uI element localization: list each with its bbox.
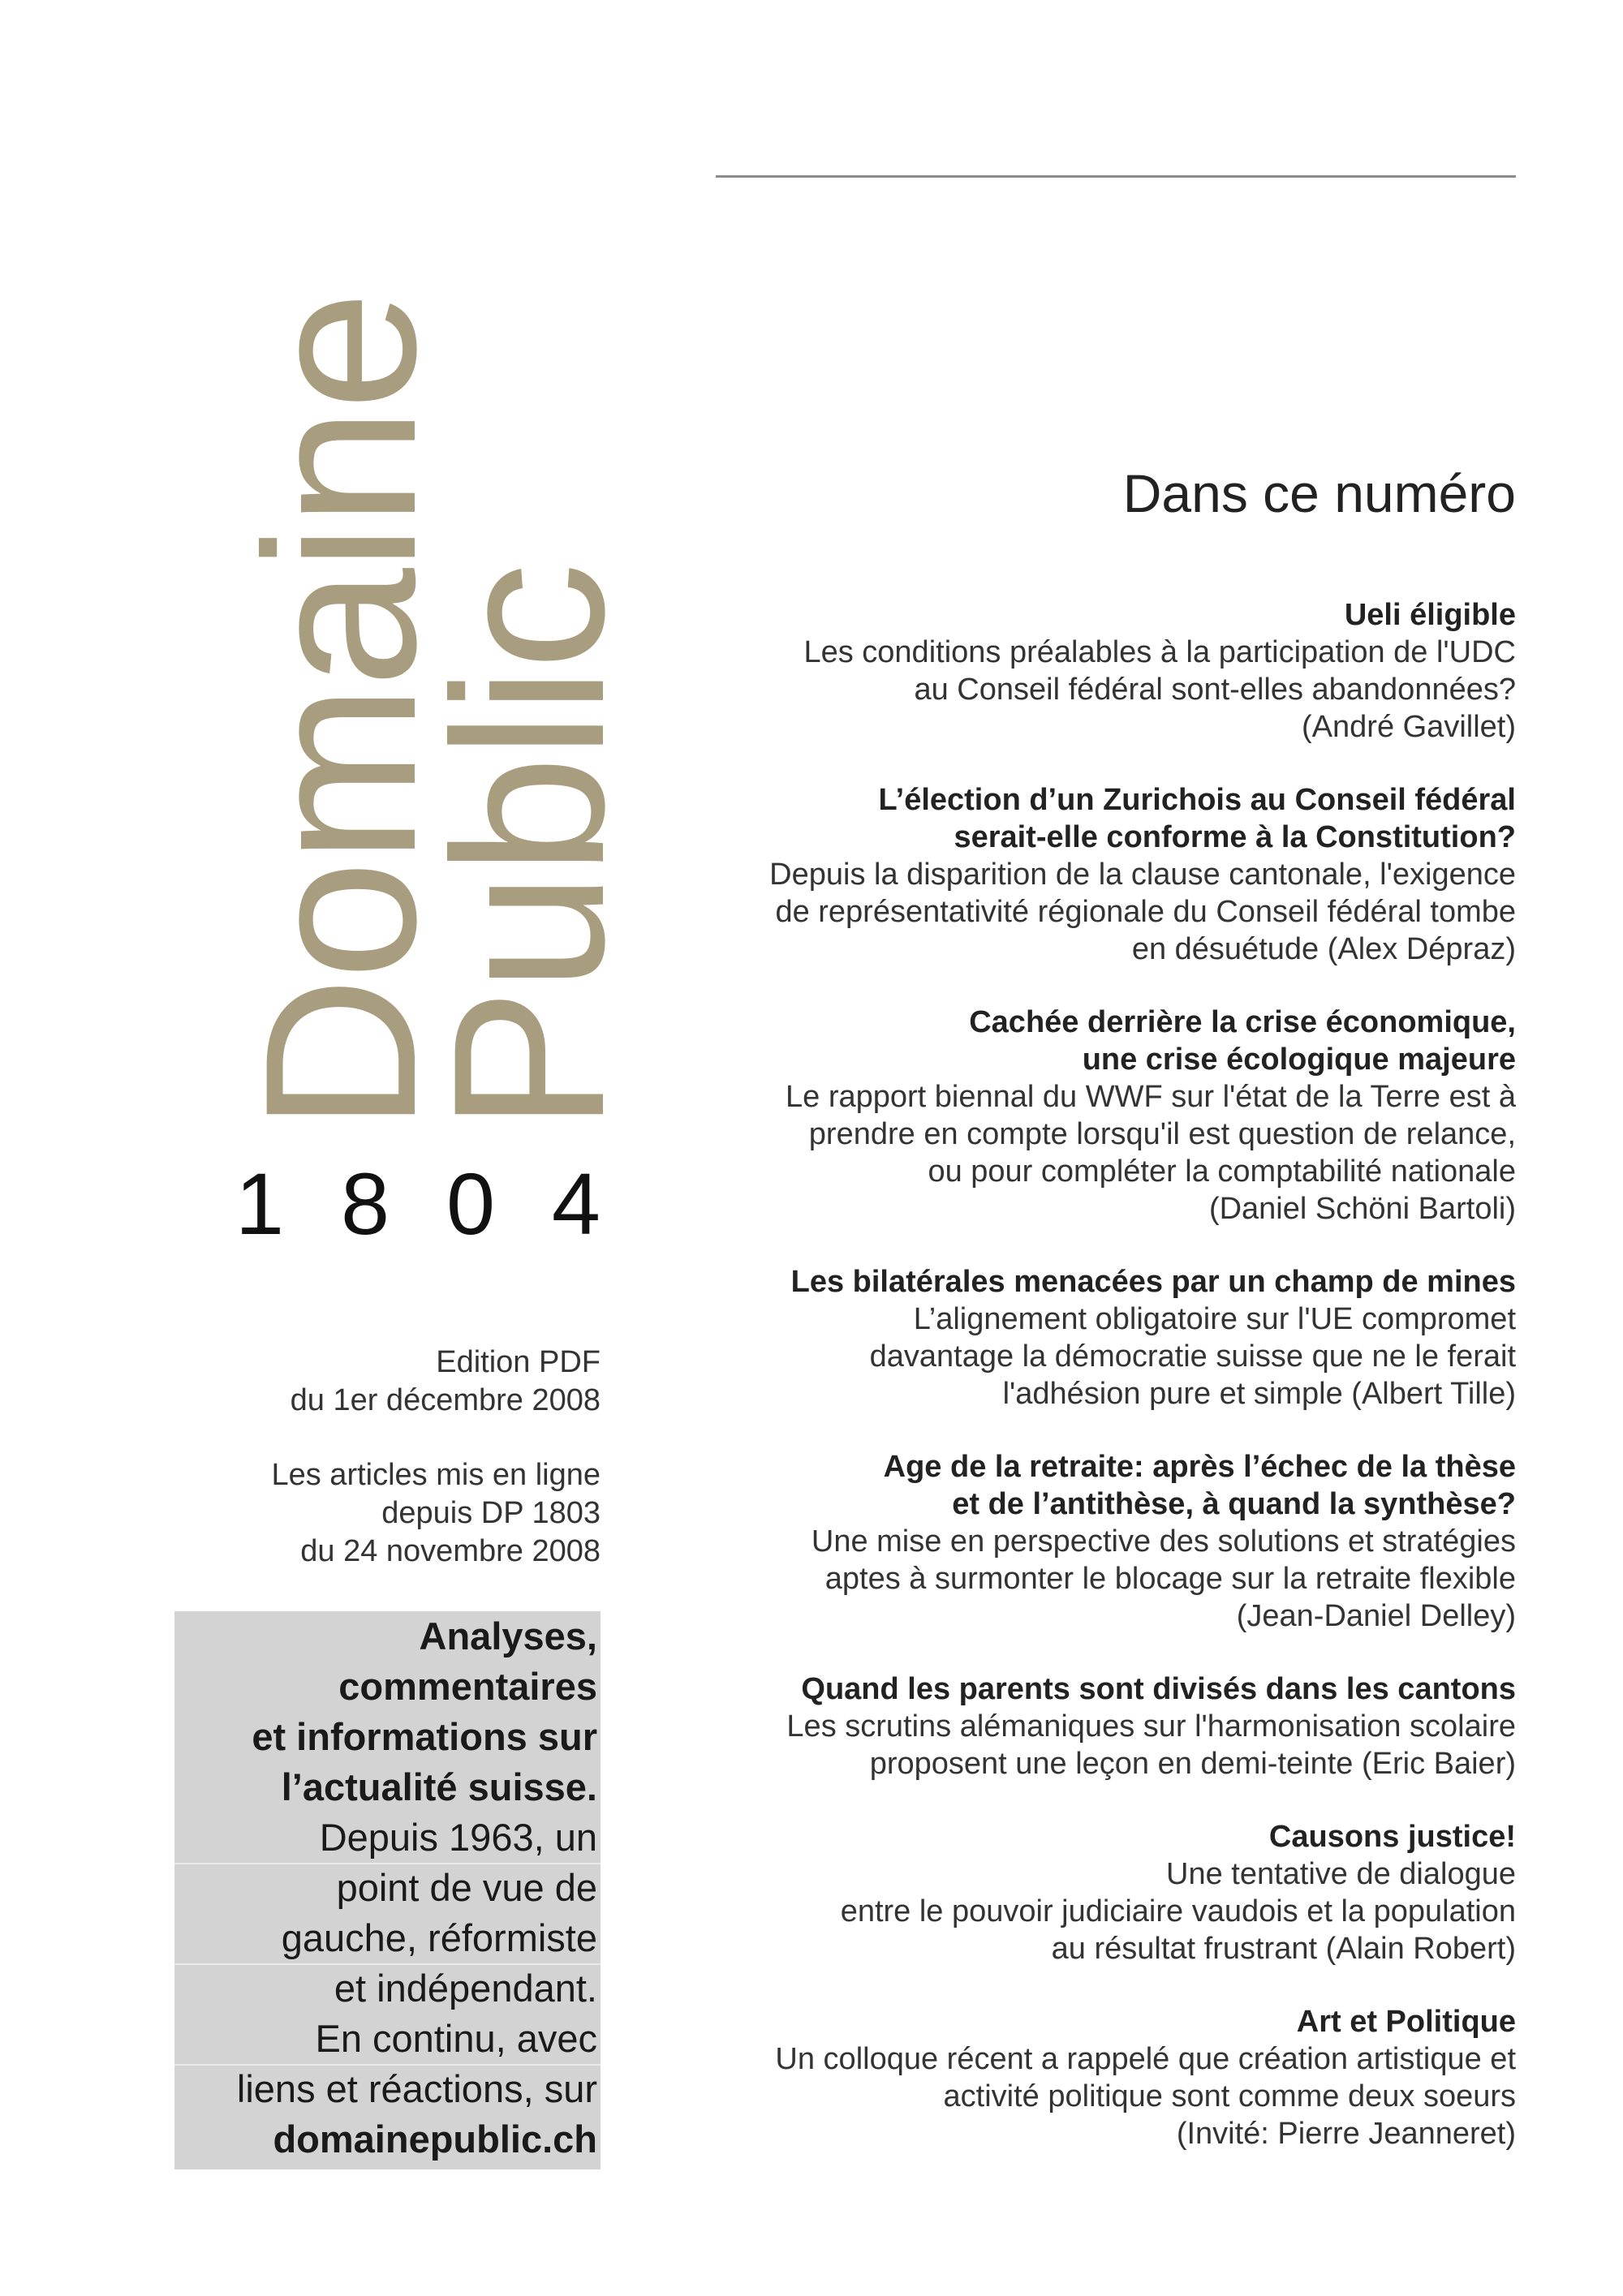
toc-item-desc: Une tentative de dialogue entre le pouvoir judiciaire vaudois et la population au résultat frustrant (Alain Robert) xyxy=(840,1857,1516,1966)
toc-item[interactable] xyxy=(704,2003,1516,2152)
toc-item[interactable] xyxy=(704,1004,1516,1228)
articles-note-line: du 24 novembre 2008 xyxy=(300,1534,601,1568)
toc-item[interactable] xyxy=(704,1818,1516,1967)
toc-item-title: Causons justice! xyxy=(1268,1820,1516,1854)
toc-item-title: Art et Politique xyxy=(1296,2005,1516,2039)
issue-digit: 1 xyxy=(235,1154,285,1253)
toc-item-desc: L’alignement obligatoire sur l'UE compromet davantage la démocratie suisse que ne le ferait l'adhésion pure et simple (Albert Tille) xyxy=(869,1302,1516,1411)
tagline-line: point de vue de xyxy=(336,1866,597,1909)
edition-date: du 1er décembre 2008 xyxy=(290,1383,601,1417)
issue-digit: 4 xyxy=(551,1154,601,1253)
issue-digit: 0 xyxy=(446,1154,496,1253)
issue-number xyxy=(235,1154,601,1253)
toc-item-desc: Les scrutins alémaniques sur l'harmonisation scolaire proposent une leçon en demi-teinte (Eric Baier) xyxy=(786,1709,1516,1781)
tagline-line: Depuis 1963, un xyxy=(319,1816,597,1859)
articles-note xyxy=(170,1456,601,1571)
issue-digit: 8 xyxy=(340,1154,390,1253)
toc-item[interactable] xyxy=(704,1448,1516,1635)
tagline-line: et informations sur xyxy=(252,1715,597,1758)
tagline-line: gauche, réformiste xyxy=(281,1916,597,1959)
toc-item-desc: Les conditions préalables à la participation de l'UDC au Conseil fédéral sont-elles abandonnées? (André Gavillet) xyxy=(803,635,1516,744)
articles-note-line: Les articles mis en ligne xyxy=(271,1458,601,1492)
toc-item[interactable] xyxy=(704,596,1516,746)
toc-item-desc: Un colloque récent a rappelé que création artistique et activité politique sont comme deux soeurs (Invité: Pierre Jeanneret) xyxy=(775,2042,1516,2151)
toc-item[interactable] xyxy=(704,781,1516,968)
articles-note-line: depuis DP 1803 xyxy=(381,1496,601,1530)
top-rule xyxy=(716,175,1516,178)
toc-item-title: Cachée derrière la crise économique, une crise écologique majeure xyxy=(969,1005,1516,1077)
toc-item-desc: Le rapport biennal du WWF sur l'état de la Terre est à prendre en compte lorsqu'il est question de relance, ou pour compléter la comptabilité nationale (Daniel Schöni Bartoli) xyxy=(786,1080,1516,1226)
masthead-word-domaine: Domaine xyxy=(221,294,461,1132)
toc-heading: Dans ce numéro xyxy=(1122,463,1516,523)
toc-item-desc: Une mise en perspective des solutions et stratégies aptes à surmonter le blocage sur la retraite flexible (Jean-Daniel Delley) xyxy=(811,1524,1516,1633)
toc-item-title: Ueli éligible xyxy=(1344,598,1516,632)
toc-item-title: L’élection d’un Zurichois au Conseil fédéral serait-elle conforme à la Constitution? xyxy=(878,783,1516,854)
tagline-box xyxy=(174,1611,601,2169)
tagline-line: Analyses, xyxy=(419,1615,597,1658)
toc-item-title: Quand les parents sont divisés dans les cantons xyxy=(801,1672,1516,1706)
tagline-line: En continu, avec xyxy=(315,2017,597,2060)
tagline-line: liens et réactions, sur xyxy=(236,2067,597,2110)
tagline-line: l’actualité suisse. xyxy=(281,1765,597,1808)
toc-item-desc: Depuis la disparition de la clause cantonale, l'exigence de représentativité régionale du Conseil fédéral tombe en désuétude (Alex Dépraz) xyxy=(769,858,1516,966)
toc-item[interactable] xyxy=(704,1263,1516,1412)
toc-item[interactable] xyxy=(704,1670,1516,1782)
masthead-word-public: Public xyxy=(409,565,649,1132)
toc-item-title: Les bilatérales menacées par un champ de mines xyxy=(790,1265,1516,1299)
tagline-website[interactable]: domainepublic.ch xyxy=(273,2118,597,2161)
edition-info xyxy=(170,1344,601,1420)
toc-item-title: Age de la retraite: après l’échec de la thèse et de l’antithèse, à quand la synthèse? xyxy=(883,1450,1516,1521)
toc-list xyxy=(704,596,1516,2188)
tagline-line: commentaires xyxy=(338,1665,597,1708)
tagline-line: et indépendant. xyxy=(334,1967,597,2010)
edition-line: Edition PDF xyxy=(436,1345,601,1379)
